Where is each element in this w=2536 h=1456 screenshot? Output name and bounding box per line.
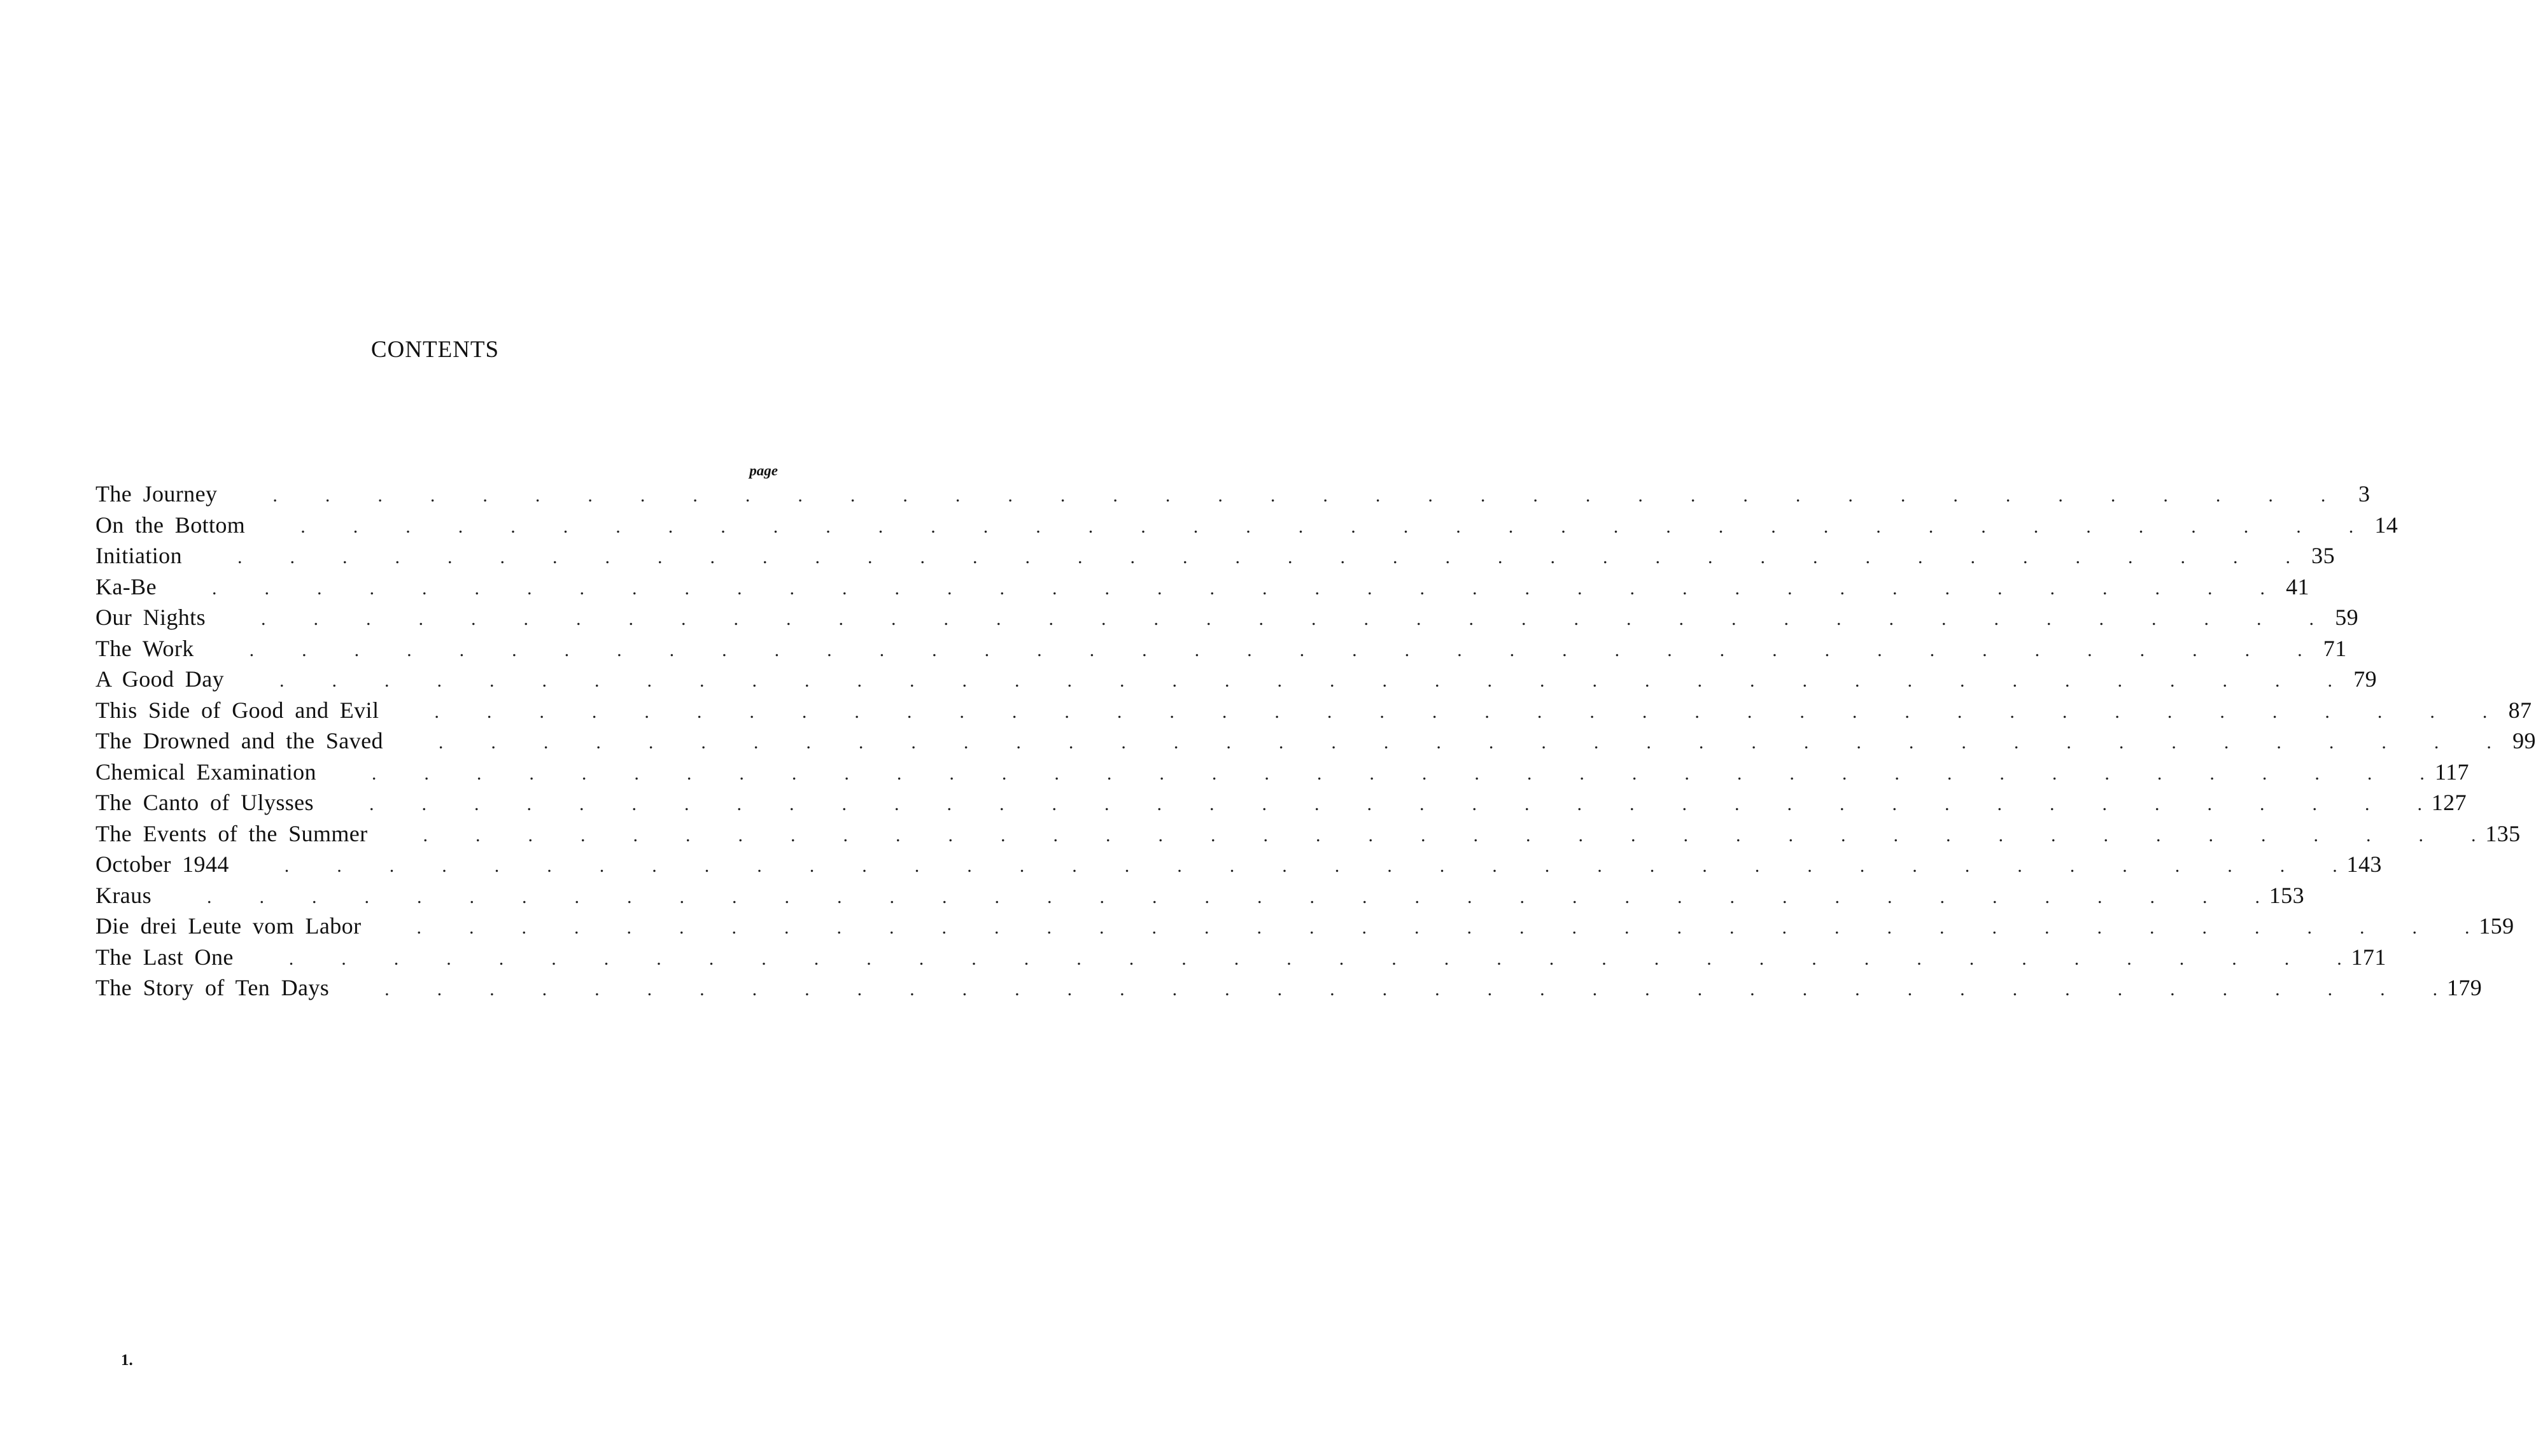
dot-leader: . . . . . . . . . . . . . . . . . . . . . . . . . . . . . . . . . . . . . . . .: [201, 639, 2302, 661]
toc-entry: [95, 573, 2309, 605]
toc-entry: [95, 759, 2469, 790]
toc-entry: [95, 697, 2532, 728]
dot-leader: . . . . . . . . . . . . . . . . . . . . . . . . . . . . . . . . . . . . . . . .: [189, 547, 2290, 568]
toc-entry: [95, 512, 2399, 543]
dot-leader: . . . . . . . . . . . . . . . . . . . . . . . . . . . . . . . . . . . . . . . .: [241, 948, 2342, 969]
dot-leader: . . . . . . . . . . . . . . . . . . . . . . . . . . . . . . . . . . . . . . . .: [232, 670, 2332, 691]
dot-leader: . . . . . . . . . . . . . . . . . . . . . . . . . . . . . . . . . . . . . . . .: [213, 608, 2314, 629]
toc-entry-title: The Drowned and the Saved: [95, 728, 383, 753]
toc-entry: [95, 789, 2467, 820]
toc-entry-page-number: 99: [2512, 728, 2536, 753]
toc-entry: [95, 851, 2382, 882]
toc-entry-page-number: 117: [2435, 759, 2469, 785]
toc-entry-title: Ka-Be: [95, 573, 157, 599]
dot-leader: . . . . . . . . . . . . . . . . . . . . . . . . . . . . . . . . . . . . . . . .: [236, 855, 2337, 876]
dot-leader: . . . . . . . . . . . . . . . . . . . . . . . . . . . . . . . . . . . . . . . .: [369, 917, 2470, 938]
toc-entry-page-number: 35: [2311, 543, 2335, 568]
toc-entry-page-number: 171: [2351, 944, 2386, 970]
dot-leader: . . . . . . . . . . . . . . . . . . . . . . . . . . . . . . . . . . . . . . . .: [164, 577, 2265, 599]
dot-leader: . . . . . . . . . . . . . . . . . . . . . . . . . . . . . . . . . . . . . . . .: [337, 979, 2438, 1000]
toc-entry-title: The Last One: [95, 944, 234, 970]
contents-heading: CONTENTS: [370, 337, 500, 363]
dot-leader: . . . . . . . . . . . . . . . . . . . . . . . . . . . . . . . . . . . . . . . .: [323, 762, 2425, 784]
toc-entry-title: Our Nights: [95, 605, 206, 630]
toc-entry-page-number: 153: [2269, 882, 2304, 908]
toc-entry: [95, 974, 2483, 1005]
toc-entry-title: Chemical Examination: [95, 759, 316, 785]
dot-leader: . . . . . . . . . . . . . . . . . . . . . . . . . . . . . . . . . . . . . . . .: [253, 515, 2354, 537]
dot-leader: . . . . . . . . . . . . . . . . . . . . . . . . . . . . . . . . . . . . . . . .: [375, 824, 2476, 846]
dot-leader: . . . . . . . . . . . . . . . . . . . . . . . . . . . . . . . . . . . . . . . .: [321, 794, 2422, 815]
toc-entry: [95, 882, 2304, 913]
toc-entry-page-number: 59: [2335, 605, 2358, 630]
toc-entry: [95, 604, 2358, 635]
toc-entry-page-number: 3: [2358, 481, 2370, 507]
toc-entry-title: Kraus: [95, 882, 151, 908]
table-of-contents: [95, 480, 2536, 1005]
toc-entry-page-number: 79: [2353, 666, 2377, 692]
dot-leader: . . . . . . . . . . . . . . . . . . . . . . . . . . . . . . . . . . . . . . . .: [158, 886, 2260, 907]
toc-entry-page-number: 179: [2446, 975, 2483, 1000]
toc-entry: [95, 820, 2521, 851]
toc-entry: [95, 542, 2335, 573]
dot-leader: . . . . . . . . . . . . . . . . . . . . . . . . . . . . . . . . . . . . . . . .: [390, 732, 2491, 753]
toc-entry-page-number: 71: [2323, 635, 2347, 661]
folio-number: 1.: [121, 1352, 133, 1369]
toc-entry-page-number: 135: [2485, 820, 2521, 846]
toc-entry: [95, 913, 2514, 944]
page-column-label: page: [749, 463, 778, 479]
toc-entry-title: The Work: [95, 635, 194, 661]
toc-entry: [95, 480, 2370, 512]
toc-entry-title: The Journey: [95, 481, 218, 507]
toc-entry-title: The Story of Ten Days: [95, 975, 330, 1000]
toc-entry-title: This Side of Good and Evil: [95, 697, 379, 723]
toc-entry-page-number: 41: [2286, 573, 2309, 599]
toc-entry-title: Die drei Leute vom Labor: [95, 913, 362, 939]
toc-entry: [95, 944, 2386, 975]
toc-entry-page-number: 87: [2508, 697, 2532, 723]
dot-leader: . . . . . . . . . . . . . . . . . . . . . . . . . . . . . . . . . . . . . . . .: [386, 701, 2488, 722]
toc-entry-page-number: 143: [2346, 851, 2382, 877]
toc-entry: [95, 635, 2347, 666]
toc-entry-title: October 1944: [95, 851, 229, 877]
toc-entry-page-number: 127: [2431, 790, 2467, 815]
toc-entry-title: Initiation: [95, 543, 182, 568]
toc-entry-title: A Good Day: [95, 666, 224, 692]
toc-entry: [95, 666, 2377, 697]
dot-leader: . . . . . . . . . . . . . . . . . . . . . . . . . . . . . . . . . . . . . . . .: [225, 485, 2326, 506]
toc-entry: [95, 727, 2536, 759]
toc-entry-title: The Canto of Ulysses: [95, 790, 314, 815]
toc-entry-title: On the Bottom: [95, 512, 246, 538]
toc-entry-page-number: 14: [2374, 512, 2399, 538]
toc-entry-page-number: 159: [2479, 913, 2514, 939]
toc-entry-title: The Events of the Summer: [95, 820, 368, 846]
